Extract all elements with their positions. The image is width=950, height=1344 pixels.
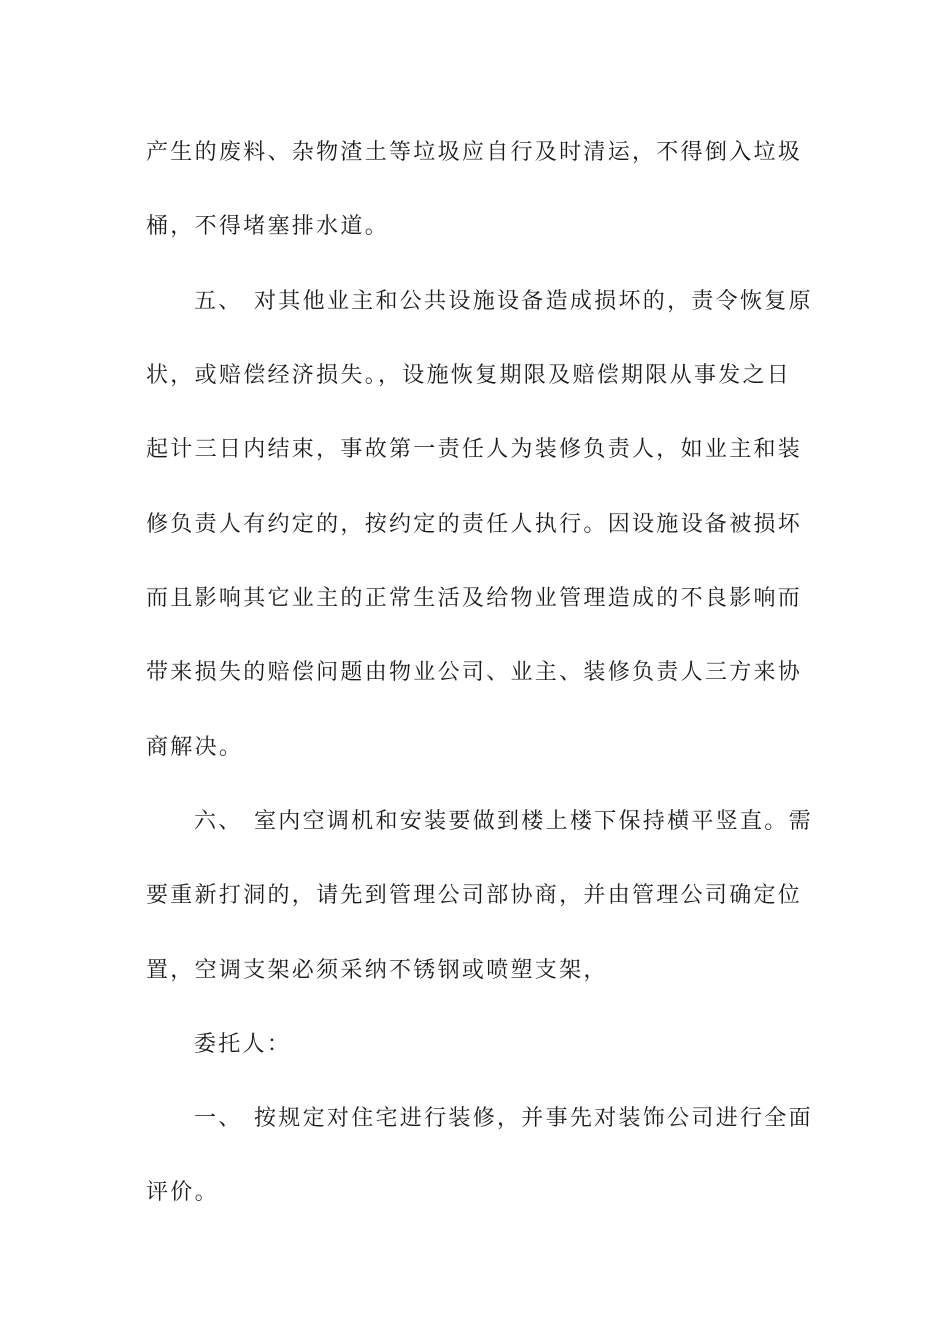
- clause-text: 室内空调机和安装要做到楼上楼下保持横平竖直。需: [254, 809, 813, 834]
- clause-text: 按规定对住宅进行装修，并事先对装饰公司进行全面: [254, 1106, 813, 1131]
- body-text-line: 要重新打洞的，请先到管理公司部协商，并由管理公司确定位: [146, 883, 803, 908]
- clause-number-one: 一、: [194, 1106, 243, 1131]
- clause-number-five: 五、: [194, 289, 243, 314]
- body-text-line: 状，或赔偿经济损失。，设施恢复期限及赔偿期限从事发之日: [146, 363, 792, 388]
- body-text-line: 桶，不得堵塞排水道。: [146, 214, 390, 239]
- body-text-line: 带来损失的赔偿问题由物业公司、业主、装修负责人三方来协: [146, 660, 803, 685]
- body-text-line: 修负责人有约定的，按约定的责任人执行。因设施设备被损坏: [146, 512, 803, 537]
- body-text-line: 置，空调支架必须采纳不锈钢或喷塑支架，: [146, 958, 608, 983]
- body-text-line: 产生的废料、杂物渣土等垃圾应自行及时清运，不得倒入垃圾: [146, 140, 803, 165]
- body-text-line: 评价。: [146, 1180, 219, 1205]
- body-text-line: 而且影响其它业主的正常生活及给物业管理造成的不良影响而: [146, 586, 803, 611]
- clause-five-first-line: [194, 287, 813, 317]
- body-text-line: 商解决。: [146, 735, 244, 760]
- clause-text: 对其他业主和公共设施设备造成损坏的，责令恢复原: [254, 289, 813, 314]
- clause-one-first-line: [194, 1104, 813, 1134]
- body-text-line: 起计三日内结束，事故第一责任人为装修负责人，如业主和装: [146, 437, 803, 462]
- section-heading-client: 委托人：: [194, 1032, 292, 1057]
- clause-six-first-line: [194, 807, 813, 837]
- clause-number-six: 六、: [194, 809, 243, 834]
